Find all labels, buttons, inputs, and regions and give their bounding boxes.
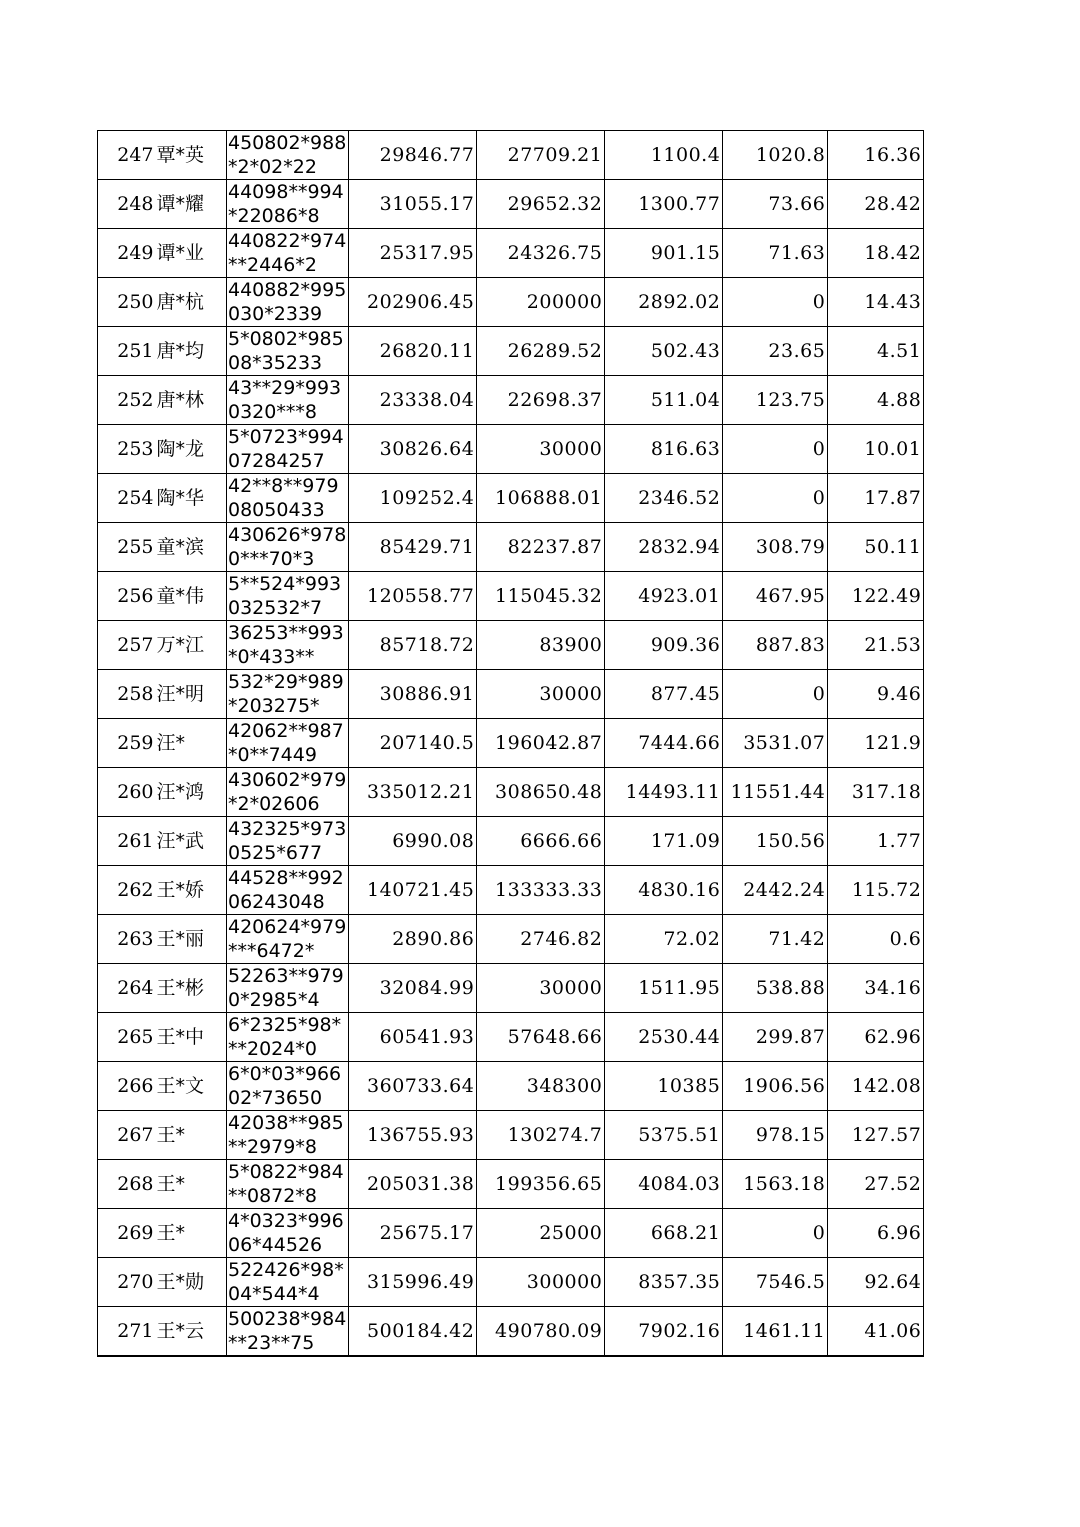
amount-cell-2: 6666.66 (477, 817, 605, 866)
id-number-line-2: 02*73650 (228, 1087, 323, 1109)
amount-cell-2: 200000 (477, 278, 605, 327)
id-number-line-2: *2*02*22 (228, 156, 317, 178)
amount-cell-4: 0 (723, 1209, 828, 1258)
name-cell: 汪*武 (156, 817, 227, 866)
row-number-cell: 260 (98, 768, 156, 817)
table-row (98, 719, 924, 768)
id-number-cell (227, 817, 349, 866)
name-cell: 王*云 (156, 1307, 227, 1357)
amount-cell-5: 127.57 (828, 1111, 924, 1160)
id-number-cell (227, 229, 349, 278)
amount-cell-4: 73.66 (723, 180, 828, 229)
table-row (98, 670, 924, 719)
id-number-cell (227, 768, 349, 817)
id-number-cell (227, 425, 349, 474)
name-cell: 汪*鸿 (156, 768, 227, 817)
amount-cell-5: 9.46 (828, 670, 924, 719)
table-row (98, 915, 924, 964)
id-number-line-2: 032532*7 (228, 597, 323, 619)
table-row (98, 425, 924, 474)
id-number-line-2: 08*35233 (228, 352, 323, 374)
amount-cell-5: 4.88 (828, 376, 924, 425)
id-number-line-2: 06*44526 (228, 1234, 323, 1256)
amount-cell-3: 10385 (605, 1062, 723, 1111)
amount-cell-4: 0 (723, 278, 828, 327)
table-row (98, 817, 924, 866)
amount-cell-5: 6.96 (828, 1209, 924, 1258)
id-number-cell (227, 866, 349, 915)
amount-cell-5: 17.87 (828, 474, 924, 523)
amount-cell-2: 300000 (477, 1258, 605, 1307)
id-number-line-1: 420624*979 (228, 916, 347, 938)
amount-cell-4: 0 (723, 425, 828, 474)
amount-cell-4: 1020.8 (723, 131, 828, 180)
amount-cell-2: 2746.82 (477, 915, 605, 964)
amount-cell-3: 4923.01 (605, 572, 723, 621)
table-row (98, 1111, 924, 1160)
table-row (98, 866, 924, 915)
row-number-cell: 251 (98, 327, 156, 376)
id-number-line-2: 0525*677 (228, 842, 323, 864)
id-number-line-2: 08050433 (228, 499, 325, 521)
row-number-cell: 257 (98, 621, 156, 670)
amount-cell-4: 7546.5 (723, 1258, 828, 1307)
name-cell: 唐*林 (156, 376, 227, 425)
amount-cell-5: 142.08 (828, 1062, 924, 1111)
amount-cell-1: 29846.77 (349, 131, 477, 180)
amount-cell-1: 202906.45 (349, 278, 477, 327)
amount-cell-3: 2530.44 (605, 1013, 723, 1062)
amount-cell-5: 50.11 (828, 523, 924, 572)
amount-cell-1: 26820.11 (349, 327, 477, 376)
table-row (98, 229, 924, 278)
amount-cell-1: 30826.64 (349, 425, 477, 474)
id-number-line-2: 0***70*3 (228, 548, 315, 570)
table-row (98, 621, 924, 670)
name-cell: 王*丽 (156, 915, 227, 964)
amount-cell-1: 500184.42 (349, 1307, 477, 1357)
amount-cell-5: 34.16 (828, 964, 924, 1013)
id-number-cell (227, 1307, 349, 1357)
amount-cell-2: 57648.66 (477, 1013, 605, 1062)
amount-cell-4: 71.42 (723, 915, 828, 964)
amount-cell-4: 299.87 (723, 1013, 828, 1062)
amount-cell-5: 27.52 (828, 1160, 924, 1209)
name-cell: 王*勋 (156, 1258, 227, 1307)
amount-cell-3: 2892.02 (605, 278, 723, 327)
table-row (98, 1062, 924, 1111)
amount-cell-5: 18.42 (828, 229, 924, 278)
id-number-line-2: *0**7449 (228, 744, 317, 766)
amount-cell-5: 41.06 (828, 1307, 924, 1357)
row-number-cell: 265 (98, 1013, 156, 1062)
row-number-cell: 249 (98, 229, 156, 278)
row-number-cell: 270 (98, 1258, 156, 1307)
amount-cell-4: 538.88 (723, 964, 828, 1013)
id-number-cell (227, 180, 349, 229)
id-number-cell (227, 376, 349, 425)
id-number-line-1: 522426*98* (228, 1259, 344, 1281)
row-number-cell: 253 (98, 425, 156, 474)
amount-cell-3: 909.36 (605, 621, 723, 670)
id-number-line-1: 36253**993 (228, 622, 344, 644)
row-number-cell: 254 (98, 474, 156, 523)
id-number-cell (227, 719, 349, 768)
amount-cell-2: 490780.09 (477, 1307, 605, 1357)
amount-cell-2: 196042.87 (477, 719, 605, 768)
amount-cell-5: 122.49 (828, 572, 924, 621)
row-number-cell: 258 (98, 670, 156, 719)
name-cell: 童*滨 (156, 523, 227, 572)
row-number-cell: 255 (98, 523, 156, 572)
id-number-line-1: 5**524*993 (228, 573, 342, 595)
amount-cell-5: 92.64 (828, 1258, 924, 1307)
amount-cell-1: 31055.17 (349, 180, 477, 229)
data-table (97, 130, 924, 1357)
amount-cell-3: 4084.03 (605, 1160, 723, 1209)
row-number-cell: 263 (98, 915, 156, 964)
name-cell: 谭*业 (156, 229, 227, 278)
amount-cell-4: 467.95 (723, 572, 828, 621)
amount-cell-5: 4.51 (828, 327, 924, 376)
name-cell: 陶*龙 (156, 425, 227, 474)
table-row (98, 131, 924, 180)
amount-cell-3: 1300.77 (605, 180, 723, 229)
row-number-cell: 261 (98, 817, 156, 866)
amount-cell-1: 205031.38 (349, 1160, 477, 1209)
row-number-cell: 252 (98, 376, 156, 425)
name-cell: 王*文 (156, 1062, 227, 1111)
table-row (98, 376, 924, 425)
name-cell: 王* (156, 1111, 227, 1160)
id-number-cell (227, 474, 349, 523)
amount-cell-1: 85718.72 (349, 621, 477, 670)
table-row (98, 1307, 924, 1357)
amount-cell-2: 24326.75 (477, 229, 605, 278)
name-cell: 汪* (156, 719, 227, 768)
name-cell: 汪*明 (156, 670, 227, 719)
id-number-line-1: 4*0323*996 (228, 1210, 344, 1232)
amount-cell-5: 21.53 (828, 621, 924, 670)
id-number-line-2: **2446*2 (228, 254, 317, 276)
id-number-line-2: *2*02606 (228, 793, 320, 815)
id-number-line-1: 44528**992 (228, 867, 344, 889)
id-number-line-1: 43**29*993 (228, 377, 342, 399)
amount-cell-1: 60541.93 (349, 1013, 477, 1062)
id-number-line-1: 430602*979 (228, 769, 347, 791)
amount-cell-2: 22698.37 (477, 376, 605, 425)
table-row (98, 1160, 924, 1209)
amount-cell-1: 335012.21 (349, 768, 477, 817)
amount-cell-5: 1.77 (828, 817, 924, 866)
id-number-line-1: 42038**985 (228, 1112, 344, 1134)
row-number-cell: 259 (98, 719, 156, 768)
table-row (98, 572, 924, 621)
amount-cell-1: 25675.17 (349, 1209, 477, 1258)
id-number-line-1: 52263**979 (228, 965, 344, 987)
table-row (98, 474, 924, 523)
amount-cell-2: 115045.32 (477, 572, 605, 621)
id-number-cell (227, 1013, 349, 1062)
id-number-cell (227, 523, 349, 572)
id-number-line-1: 42**8**979 (228, 475, 339, 497)
amount-cell-1: 23338.04 (349, 376, 477, 425)
amount-cell-3: 14493.11 (605, 768, 723, 817)
amount-cell-5: 121.9 (828, 719, 924, 768)
amount-cell-2: 30000 (477, 964, 605, 1013)
row-number-cell: 256 (98, 572, 156, 621)
table-row (98, 523, 924, 572)
id-number-cell (227, 964, 349, 1013)
table-body (98, 131, 924, 1357)
id-number-cell (227, 1258, 349, 1307)
id-number-line-2: **0872*8 (228, 1185, 317, 1207)
amount-cell-1: 136755.93 (349, 1111, 477, 1160)
table-row (98, 180, 924, 229)
amount-cell-4: 150.56 (723, 817, 828, 866)
amount-cell-5: 317.18 (828, 768, 924, 817)
amount-cell-5: 115.72 (828, 866, 924, 915)
id-number-line-2: ***6472* (228, 940, 315, 962)
amount-cell-2: 130274.7 (477, 1111, 605, 1160)
id-number-line-2: *22086*8 (228, 205, 320, 227)
id-number-line-2: 07284257 (228, 450, 325, 472)
id-number-line-2: 06243048 (228, 891, 325, 913)
amount-cell-2: 106888.01 (477, 474, 605, 523)
id-number-cell (227, 572, 349, 621)
table-row (98, 327, 924, 376)
amount-cell-3: 502.43 (605, 327, 723, 376)
table-row (98, 964, 924, 1013)
amount-cell-2: 29652.32 (477, 180, 605, 229)
amount-cell-5: 14.43 (828, 278, 924, 327)
amount-cell-1: 2890.86 (349, 915, 477, 964)
amount-cell-2: 308650.48 (477, 768, 605, 817)
id-number-line-1: 5*0802*985 (228, 328, 344, 350)
amount-cell-5: 16.36 (828, 131, 924, 180)
id-number-cell (227, 1062, 349, 1111)
id-number-line-2: *203275* (228, 695, 320, 717)
id-number-line-1: 532*29*989 (228, 671, 344, 693)
row-number-cell: 247 (98, 131, 156, 180)
name-cell: 王* (156, 1209, 227, 1258)
amount-cell-5: 10.01 (828, 425, 924, 474)
amount-cell-1: 30886.91 (349, 670, 477, 719)
amount-cell-4: 2442.24 (723, 866, 828, 915)
amount-cell-3: 171.09 (605, 817, 723, 866)
id-number-cell (227, 1160, 349, 1209)
amount-cell-4: 71.63 (723, 229, 828, 278)
name-cell: 王*彬 (156, 964, 227, 1013)
name-cell: 王* (156, 1160, 227, 1209)
row-number-cell: 267 (98, 1111, 156, 1160)
amount-cell-4: 308.79 (723, 523, 828, 572)
amount-cell-4: 0 (723, 474, 828, 523)
id-number-cell (227, 327, 349, 376)
amount-cell-1: 360733.64 (349, 1062, 477, 1111)
id-number-line-1: 42062**987 (228, 720, 344, 742)
name-cell: 王*中 (156, 1013, 227, 1062)
row-number-cell: 248 (98, 180, 156, 229)
row-number-cell: 271 (98, 1307, 156, 1357)
amount-cell-3: 7902.16 (605, 1307, 723, 1357)
table-row (98, 768, 924, 817)
amount-cell-2: 199356.65 (477, 1160, 605, 1209)
amount-cell-5: 62.96 (828, 1013, 924, 1062)
amount-cell-3: 8357.35 (605, 1258, 723, 1307)
table-row (98, 1258, 924, 1307)
amount-cell-1: 207140.5 (349, 719, 477, 768)
id-number-line-1: 440822*974 (228, 230, 347, 252)
id-number-line-2: 0320***8 (228, 401, 317, 423)
amount-cell-4: 23.65 (723, 327, 828, 376)
amount-cell-2: 25000 (477, 1209, 605, 1258)
amount-cell-1: 315996.49 (349, 1258, 477, 1307)
amount-cell-2: 348300 (477, 1062, 605, 1111)
amount-cell-1: 6990.08 (349, 817, 477, 866)
amount-cell-4: 11551.44 (723, 768, 828, 817)
amount-cell-2: 30000 (477, 670, 605, 719)
amount-cell-1: 140721.45 (349, 866, 477, 915)
row-number-cell: 262 (98, 866, 156, 915)
amount-cell-3: 877.45 (605, 670, 723, 719)
amount-cell-5: 0.6 (828, 915, 924, 964)
id-number-cell (227, 915, 349, 964)
id-number-line-1: 44098**994 (228, 181, 344, 203)
id-number-cell (227, 1111, 349, 1160)
id-number-line-1: 432325*973 (228, 818, 347, 840)
id-number-line-2: **2024*0 (228, 1038, 317, 1060)
amount-cell-2: 27709.21 (477, 131, 605, 180)
name-cell: 陶*华 (156, 474, 227, 523)
amount-cell-4: 0 (723, 670, 828, 719)
id-number-line-1: 430626*978 (228, 524, 347, 546)
id-number-cell (227, 1209, 349, 1258)
amount-cell-1: 25317.95 (349, 229, 477, 278)
amount-cell-3: 2832.94 (605, 523, 723, 572)
name-cell: 唐*杭 (156, 278, 227, 327)
amount-cell-3: 668.21 (605, 1209, 723, 1258)
amount-cell-3: 4830.16 (605, 866, 723, 915)
amount-cell-3: 1100.4 (605, 131, 723, 180)
amount-cell-2: 133333.33 (477, 866, 605, 915)
name-cell: 童*伟 (156, 572, 227, 621)
amount-cell-4: 1563.18 (723, 1160, 828, 1209)
id-number-line-1: 6*2325*98* (228, 1014, 342, 1036)
row-number-cell: 266 (98, 1062, 156, 1111)
amount-cell-4: 123.75 (723, 376, 828, 425)
amount-cell-3: 5375.51 (605, 1111, 723, 1160)
amount-cell-5: 28.42 (828, 180, 924, 229)
amount-cell-3: 1511.95 (605, 964, 723, 1013)
id-number-cell (227, 131, 349, 180)
amount-cell-1: 85429.71 (349, 523, 477, 572)
id-number-cell (227, 278, 349, 327)
amount-cell-4: 978.15 (723, 1111, 828, 1160)
table-row (98, 1209, 924, 1258)
amount-cell-4: 1906.56 (723, 1062, 828, 1111)
row-number-cell: 269 (98, 1209, 156, 1258)
id-number-line-1: 450802*988 (228, 132, 347, 154)
amount-cell-3: 816.63 (605, 425, 723, 474)
id-number-line-1: 500238*984 (228, 1308, 347, 1330)
id-number-line-2: 030*2339 (228, 303, 323, 325)
amount-cell-3: 901.15 (605, 229, 723, 278)
table-row (98, 1013, 924, 1062)
id-number-line-2: *0*433** (228, 646, 315, 668)
id-number-cell (227, 670, 349, 719)
amount-cell-1: 120558.77 (349, 572, 477, 621)
id-number-line-2: 04*544*4 (228, 1283, 320, 1305)
name-cell: 王*娇 (156, 866, 227, 915)
amount-cell-4: 1461.11 (723, 1307, 828, 1357)
amount-cell-2: 30000 (477, 425, 605, 474)
amount-cell-1: 32084.99 (349, 964, 477, 1013)
id-number-line-1: 5*0822*984 (228, 1161, 344, 1183)
amount-cell-3: 511.04 (605, 376, 723, 425)
amount-cell-3: 72.02 (605, 915, 723, 964)
amount-cell-2: 26289.52 (477, 327, 605, 376)
id-number-line-1: 5*0723*994 (228, 426, 344, 448)
amount-cell-2: 82237.87 (477, 523, 605, 572)
name-cell: 万*江 (156, 621, 227, 670)
amount-cell-4: 3531.07 (723, 719, 828, 768)
table-row (98, 278, 924, 327)
id-number-line-2: **2979*8 (228, 1136, 317, 1158)
name-cell: 唐*均 (156, 327, 227, 376)
amount-cell-2: 83900 (477, 621, 605, 670)
row-number-cell: 268 (98, 1160, 156, 1209)
name-cell: 覃*英 (156, 131, 227, 180)
id-number-line-2: **23**75 (228, 1332, 315, 1354)
amount-cell-3: 7444.66 (605, 719, 723, 768)
id-number-line-1: 6*0*03*966 (228, 1063, 342, 1085)
id-number-cell (227, 621, 349, 670)
amount-cell-1: 109252.4 (349, 474, 477, 523)
id-number-line-1: 440882*995 (228, 279, 347, 301)
row-number-cell: 250 (98, 278, 156, 327)
amount-cell-4: 887.83 (723, 621, 828, 670)
name-cell: 谭*耀 (156, 180, 227, 229)
row-number-cell: 264 (98, 964, 156, 1013)
id-number-line-2: 0*2985*4 (228, 989, 320, 1011)
amount-cell-3: 2346.52 (605, 474, 723, 523)
